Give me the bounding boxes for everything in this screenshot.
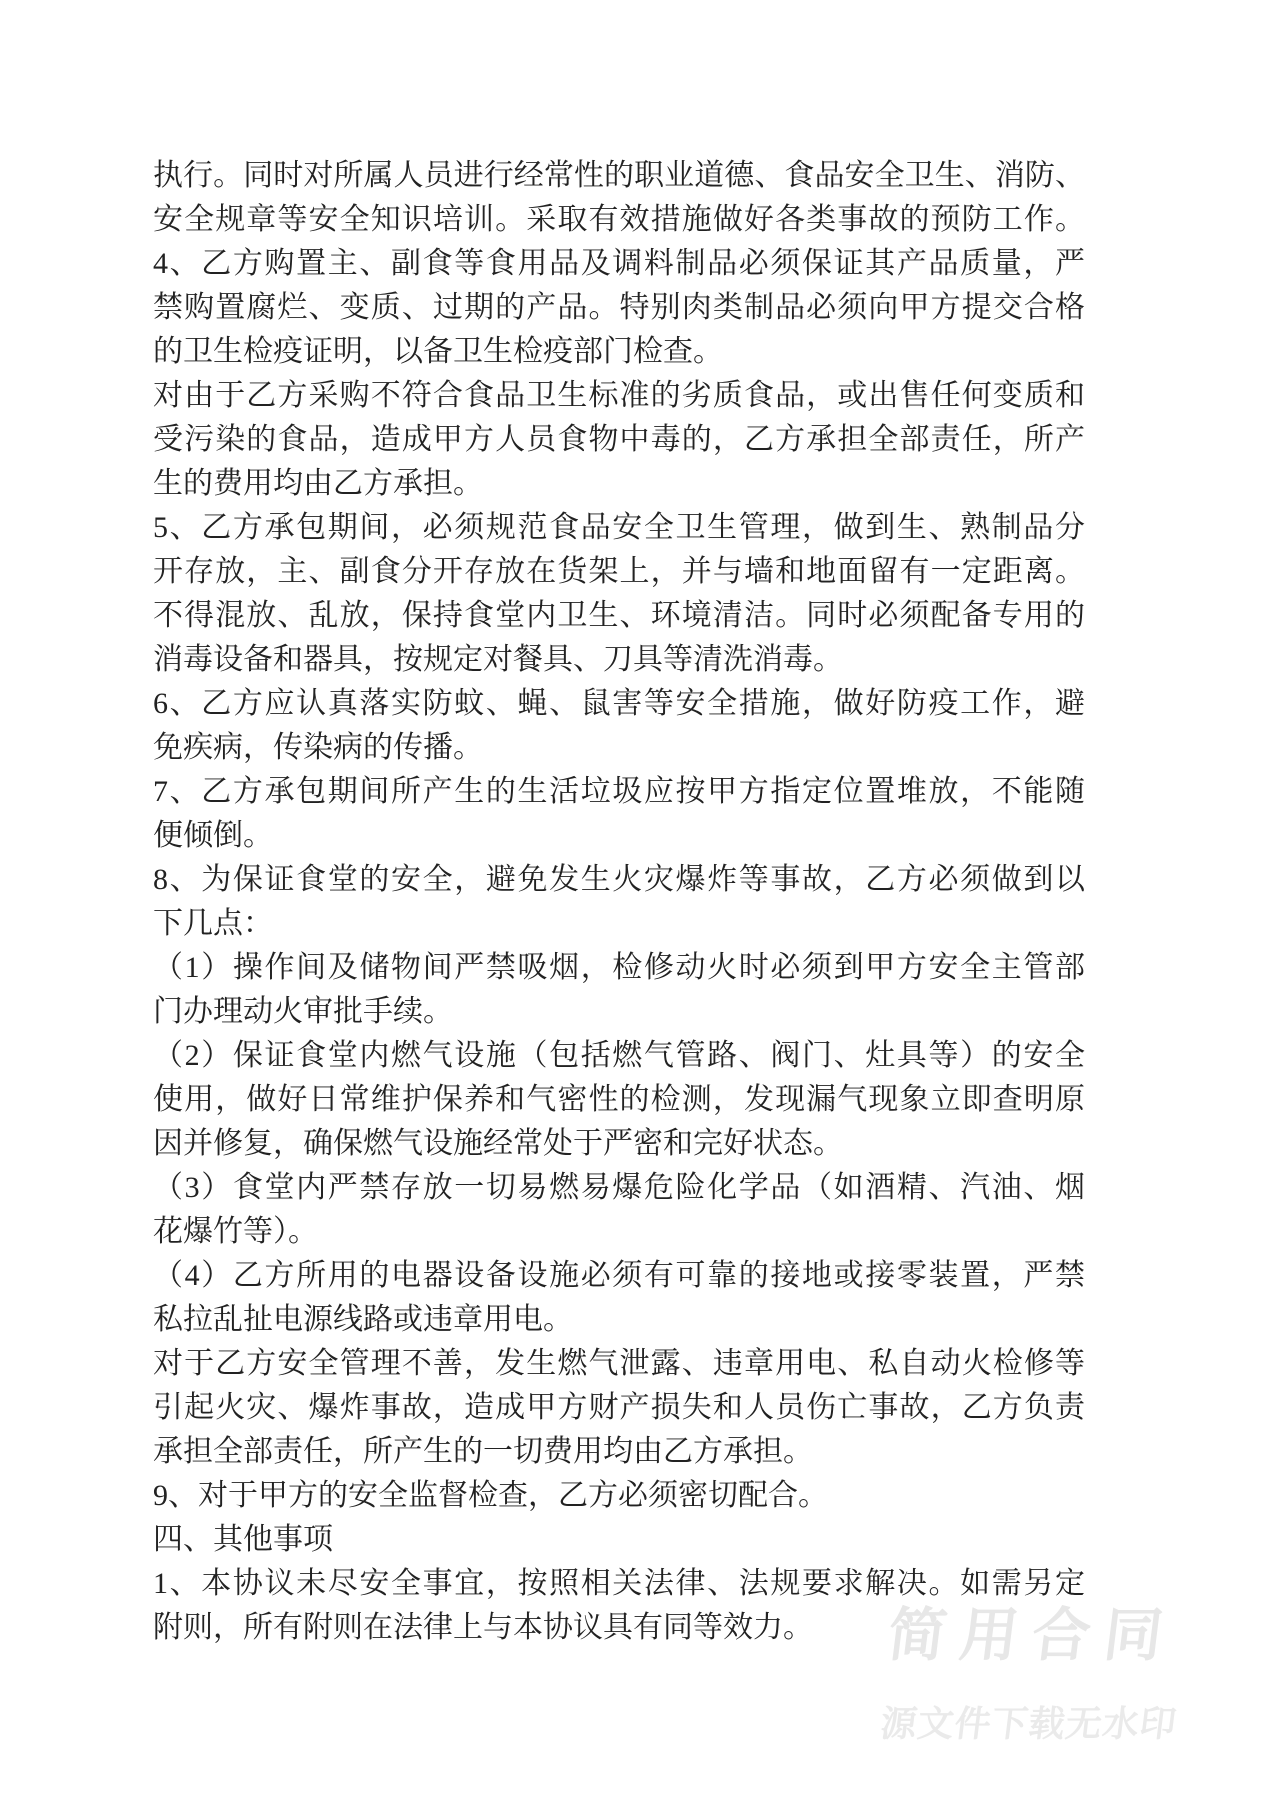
text-line: 使用，做好日常维护保养和气密性的检测，发现漏气现象立即查明原 <box>153 1083 1085 1116</box>
text-line: 四、其他事项 <box>153 1523 333 1556</box>
text-line: 8、为保证食堂的安全，避免发生火灾爆炸等事故，乙方必须做到以 <box>153 863 1085 896</box>
text-line: 1、本协议未尽安全事宜，按照相关法律、法规要求解决。如需另定 <box>153 1567 1085 1600</box>
text-line: 5、乙方承包期间，必须规范食品安全卫生管理，做到生、熟制品分 <box>153 511 1085 544</box>
text-line: 对于乙方安全管理不善，发生燃气泄露、违章用电、私自动火检修等 <box>153 1347 1085 1380</box>
text-line: （4）乙方所用的电器设备设施必须有可靠的接地或接零装置，严禁 <box>153 1259 1085 1292</box>
text-line: （3）食堂内严禁存放一切易燃易爆危险化学品（如酒精、汽油、烟 <box>153 1171 1085 1204</box>
text-line: 对由于乙方采购不符合食品卫生标准的劣质食品，或出售任何变质和 <box>153 379 1085 412</box>
text-line: 6、乙方应认真落实防蚊、蝇、鼠害等安全措施，做好防疫工作，避 <box>153 687 1085 720</box>
text-line: 花爆竹等）。 <box>153 1215 318 1248</box>
text-line: 开存放，主、副食分开存放在货架上，并与墙和地面留有一定距离。 <box>153 555 1085 588</box>
document-body <box>153 154 1085 1650</box>
text-line: 不得混放、乱放，保持食堂内卫生、环境清洁。同时必须配备专用的 <box>153 599 1085 632</box>
text-line: 门办理动火审批手续。 <box>153 995 453 1028</box>
text-line: 引起火灾、爆炸事故，造成甲方财产损失和人员伤亡事故，乙方负责 <box>153 1391 1085 1424</box>
text-line: 下几点： <box>153 907 273 940</box>
text-line: 免疾病，传染病的传播。 <box>153 731 483 764</box>
text-line: 承担全部责任，所产生的一切费用均由乙方承担。 <box>153 1435 813 1468</box>
text-line: 受污染的食品，造成甲方人员食物中毒的，乙方承担全部责任，所产 <box>153 423 1085 456</box>
text-line: 9、对于甲方的安全监督检查，乙方必须密切配合。 <box>153 1479 828 1512</box>
text-line: 生的费用均由乙方承担。 <box>153 467 483 500</box>
text-line: 便倾倒。 <box>153 819 273 852</box>
text-line: （2）保证食堂内燃气设施（包括燃气管路、阀门、灶具等）的安全 <box>153 1039 1085 1072</box>
watermark-title: 简用合同 <box>884 1603 1181 1668</box>
text-line: 消毒设备和器具，按规定对餐具、刀具等清洗消毒。 <box>153 643 843 676</box>
text-line: （1）操作间及储物间严禁吸烟，检修动火时必须到甲方安全主管部 <box>153 951 1085 984</box>
text-line: 执行。同时对所属人员进行经常性的职业道德、食品安全卫生、消防、 <box>153 159 1085 192</box>
text-line: 附则，所有附则在法律上与本协议具有同等效力。 <box>153 1611 813 1644</box>
watermark-subtitle: 源文件下载无水印 <box>878 1703 1180 1744</box>
text-line: 私拉乱扯电源线路或违章用电。 <box>153 1303 573 1336</box>
text-line: 7、乙方承包期间所产生的生活垃圾应按甲方指定位置堆放，不能随 <box>153 775 1085 808</box>
text-line: 禁购置腐烂、变质、过期的产品。特别肉类制品必须向甲方提交合格 <box>153 291 1085 324</box>
text-line: 因并修复，确保燃气设施经常处于严密和完好状态。 <box>153 1127 843 1160</box>
text-line: 4、乙方购置主、副食等食用品及调料制品必须保证其产品质量，严 <box>153 247 1085 280</box>
text-line: 的卫生检疫证明，以备卫生检疫部门检查。 <box>153 335 723 368</box>
text-line: 安全规章等安全知识培训。采取有效措施做好各类事故的预防工作。 <box>153 203 1085 236</box>
